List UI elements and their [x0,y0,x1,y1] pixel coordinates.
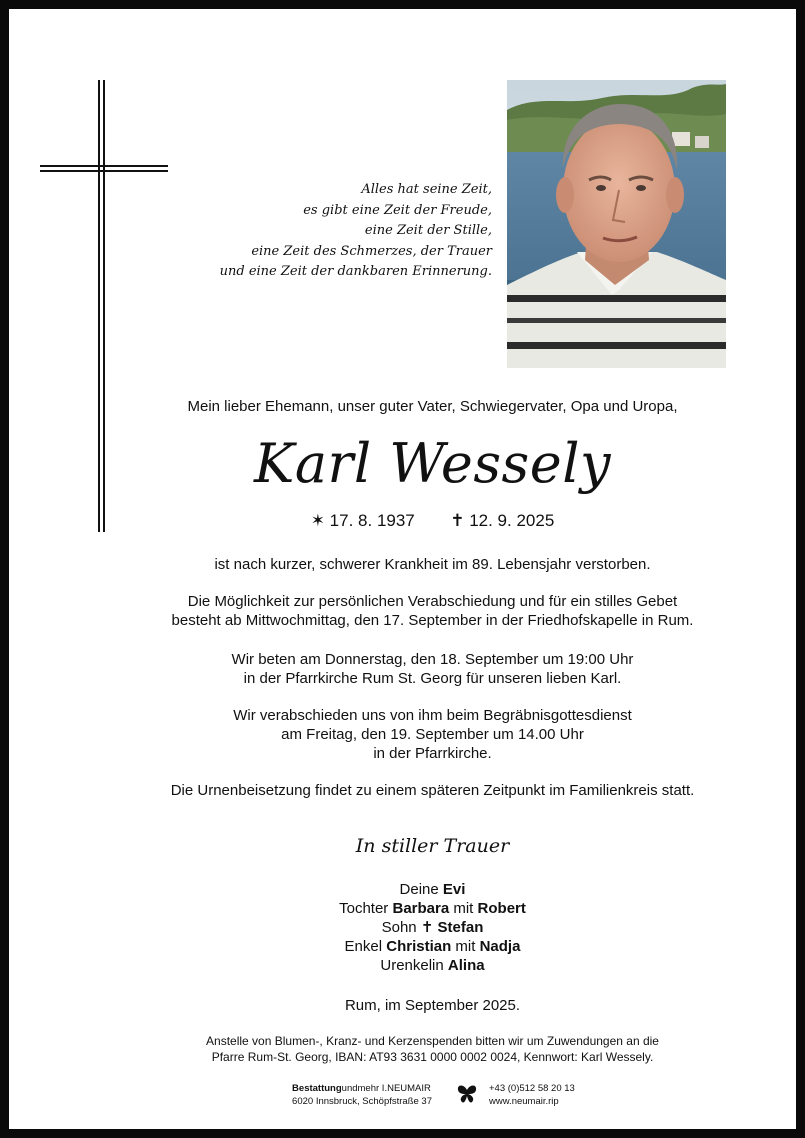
poem-line: eine Zeit des Schmerzes, der Trauer [251,243,492,259]
phone: +43 (0)512 58 20 13 [489,1083,575,1094]
family-line: Sohn ✝ Stefan [381,919,484,936]
family-line: Deine Evi [399,881,466,898]
birth-date: ✶ 17. 8. 1937 [310,511,415,530]
footer [0,1079,805,1109]
passing-text: ist nach kurzer, schwerer Krankheit im 89. Lebensjahr verstorben. [214,556,651,573]
butterfly-icon [455,1082,479,1106]
poem-line: Alles hat seine Zeit, [361,182,492,197]
funeral-text: Wir verabschieden uns von ihm beim Begräbnisgottesdienst am Freitag, den 19. September um 14.00 Uhr in der Pfarrkirche. [233,707,632,762]
funeral-home-info: Bestattungundmehr I.NEUMAIR 6020 Innsbruck, Schöpfstraße 37 [292,1083,432,1107]
prayer-text: Wir beten am Donnerstag, den 18. September um 19:00 Uhr in der Pfarrkirche Rum St. Georg für unseren lieben Karl. [231,651,634,687]
family-line: Enkel Christian mit Nadja [344,938,521,955]
family-list [60,880,805,975]
poem-line: es gibt eine Zeit der Freude, [303,202,492,218]
family-line: Urenkelin Alina [380,957,485,974]
poem [220,180,492,283]
poem-line: eine Zeit der Stille, [364,223,492,238]
funeral-home-address: 6020 Innsbruck, Schöpfstraße 37 [292,1096,432,1107]
portrait-photo [507,80,726,368]
mourning-title: In stiller Trauer [355,835,510,857]
intro-text: Mein lieber Ehemann, unser guter Vater, Schwiegervater, Opa und Uropa, [187,398,678,415]
poem-line: und eine Zeit der dankbaren Erinnerung. [219,264,492,279]
place-date: Rum, im September 2025. [344,997,521,1014]
website: www.neumair.rip [489,1096,559,1107]
urn-text: Die Urnenbeisetzung findet zu einem späteren Zeitpunkt im Familienkreis statt. [170,782,695,799]
farewell-text: Die Möglichkeit zur persönlichen Verabschiedung und für ein stilles Gebet besteht ab Mittwochmittag, den 17. September in der Friedhofskapelle in Rum. [171,593,694,629]
funeral-home-contact [489,1082,575,1108]
deceased-name: Karl Wessely [254,432,611,495]
death-date: ✝ 12. 9. 2025 [450,511,555,530]
donation-notice: Anstelle von Blumen-, Kranz- und Kerzenspenden bitten wir um Zuwendungen an die Pfarre Rum-St. Georg, IBAN: AT93 3631 0000 0002 0024, Kennwort: Karl Wessely. [206,1034,659,1064]
life-dates [60,511,805,531]
family-line: Tochter Barbara mit Robert [339,900,526,917]
